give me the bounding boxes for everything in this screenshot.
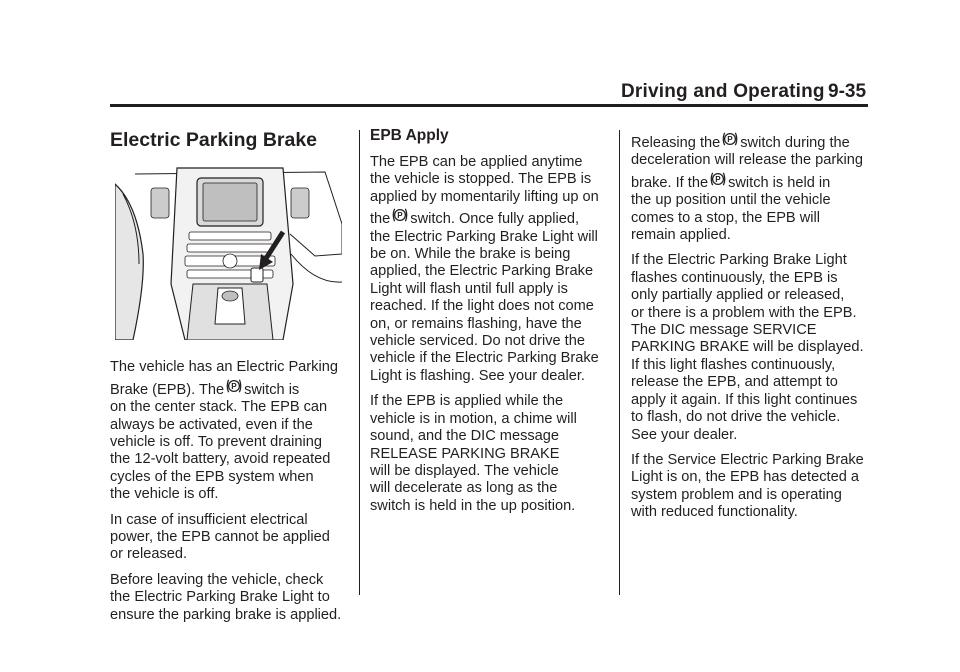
parking-brake-icon	[225, 377, 243, 395]
paragraph	[110, 512, 350, 564]
text-line: Before leaving the vehicle, check	[110, 571, 324, 588]
paragraph	[631, 130, 871, 244]
text-line: flashes continuously, the EPB is	[631, 269, 838, 286]
text-fragment: the	[370, 211, 391, 228]
text-line: power, the EPB cannot be applied	[110, 529, 330, 546]
svg-text:P: P	[715, 174, 721, 184]
svg-text:P: P	[397, 211, 403, 221]
paragraph	[370, 154, 610, 385]
text-line: In case of insufficient electrical	[110, 511, 308, 528]
text-line: PARKING BRAKE will be displayed.	[631, 339, 864, 356]
text-line: will decelerate as long as the	[370, 480, 558, 497]
text-line: Light will flash until full apply is	[370, 280, 568, 297]
text-line: RELEASE PARKING BRAKE	[370, 445, 560, 462]
text-line: sound, and the DIC message	[370, 428, 560, 445]
text-line: See your dealer.	[631, 426, 738, 443]
column-1	[110, 126, 350, 632]
parking-brake-icon	[391, 206, 409, 224]
text-line: the up position until the vehicle	[631, 192, 831, 209]
column-divider	[359, 130, 360, 595]
column-2	[370, 126, 610, 523]
text-line: on, or remains flashing, have the	[370, 315, 582, 332]
text-line: If the Electric Parking Brake Light	[631, 252, 847, 269]
text-line: be on. While the brake is being	[370, 246, 571, 263]
svg-text:P: P	[727, 135, 733, 145]
text-line: the 12-volt battery, avoid repeated	[110, 451, 331, 468]
text-line	[110, 377, 350, 399]
paragraph	[631, 252, 871, 443]
svg-text:P: P	[231, 381, 237, 391]
column-divider	[619, 130, 620, 595]
text-line: If the Service Electric Parking Brake	[631, 451, 864, 468]
text-line: or released.	[110, 546, 188, 563]
epb-switch-console-illustration	[115, 164, 342, 340]
text-fragment: switch during the	[740, 135, 850, 151]
parking-brake-icon	[721, 130, 739, 148]
text-line: vehicle is off. To prevent draining	[110, 434, 323, 451]
text-line: switch is held in the up position.	[370, 497, 576, 514]
text-line: vehicle if the Electric Parking Brake	[370, 350, 599, 367]
page-number: 9-35	[828, 81, 867, 102]
text-line: If this light flashes continuously,	[631, 356, 836, 373]
text-line: the Electric Parking Brake Light will	[370, 228, 598, 245]
text-line: deceleration will release the parking	[631, 152, 864, 169]
text-fragment: switch. Once fully applied,	[410, 211, 580, 228]
text-line: The EPB can be applied anytime	[370, 154, 583, 170]
text-line: applied by momentarily lifting up on	[370, 188, 599, 205]
text-line: The vehicle has an Electric Parking	[110, 359, 338, 376]
text-line: reached. If the light does not come	[370, 298, 594, 315]
text-fragment: switch is held in	[728, 174, 831, 191]
text-line: vehicle is in motion, a chime will	[370, 410, 577, 427]
paragraph	[110, 359, 350, 503]
subsection-title: EPB Apply	[370, 127, 449, 144]
text-line: the Electric Parking Brake Light to	[110, 589, 330, 606]
text-line: The DIC message SERVICE	[631, 322, 817, 339]
text-line: apply it again. If this light continues	[631, 391, 858, 408]
paragraph	[631, 452, 871, 522]
text-line: cycles of the EPB system when	[110, 468, 314, 485]
paragraph	[370, 393, 610, 515]
text-line: system problem and is operating	[631, 486, 842, 503]
text-fragment: brake. If the	[631, 174, 709, 191]
text-fragment: switch is	[244, 381, 300, 398]
column-3	[631, 126, 871, 530]
text-line	[631, 130, 871, 152]
section-header-title: Driving and Operating	[621, 81, 825, 102]
text-line: release the EPB, and attempt to	[631, 374, 838, 391]
text-line: If the EPB is applied while the	[370, 393, 564, 410]
section-title: Electric Parking Brake	[110, 129, 318, 151]
text-line: remain applied.	[631, 227, 731, 244]
text-fragment: Releasing the	[631, 135, 721, 151]
text-line: only partially applied or released,	[631, 287, 845, 304]
text-line: comes to a stop, the EPB will	[631, 209, 820, 226]
text-line: the vehicle is off.	[110, 486, 219, 503]
text-line: or there is a problem with the EPB.	[631, 304, 857, 321]
text-line: on the center stack. The EPB can	[110, 399, 328, 416]
text-line: vehicle serviced. Do not drive the	[370, 333, 585, 350]
parking-brake-icon	[709, 170, 727, 188]
text-line: to flash, do not drive the vehicle.	[631, 409, 841, 426]
text-line	[631, 170, 871, 192]
paragraph	[110, 572, 350, 624]
text-line: ensure the parking brake is applied.	[110, 606, 342, 623]
text-line: applied, the Electric Parking Brake	[370, 263, 594, 280]
text-line	[370, 206, 610, 228]
text-line: will be displayed. The vehicle	[370, 462, 559, 479]
header-rule	[110, 104, 868, 107]
text-line: the vehicle is stopped. The EPB is	[370, 171, 592, 188]
text-line: Light is on, the EPB has detected a	[631, 469, 859, 486]
text-line: always be activated, even if the	[110, 416, 313, 433]
text-line: Light is flashing. See your dealer.	[370, 367, 585, 384]
text-line: with reduced functionality.	[631, 504, 798, 521]
text-fragment: Brake (EPB). The	[110, 381, 225, 398]
